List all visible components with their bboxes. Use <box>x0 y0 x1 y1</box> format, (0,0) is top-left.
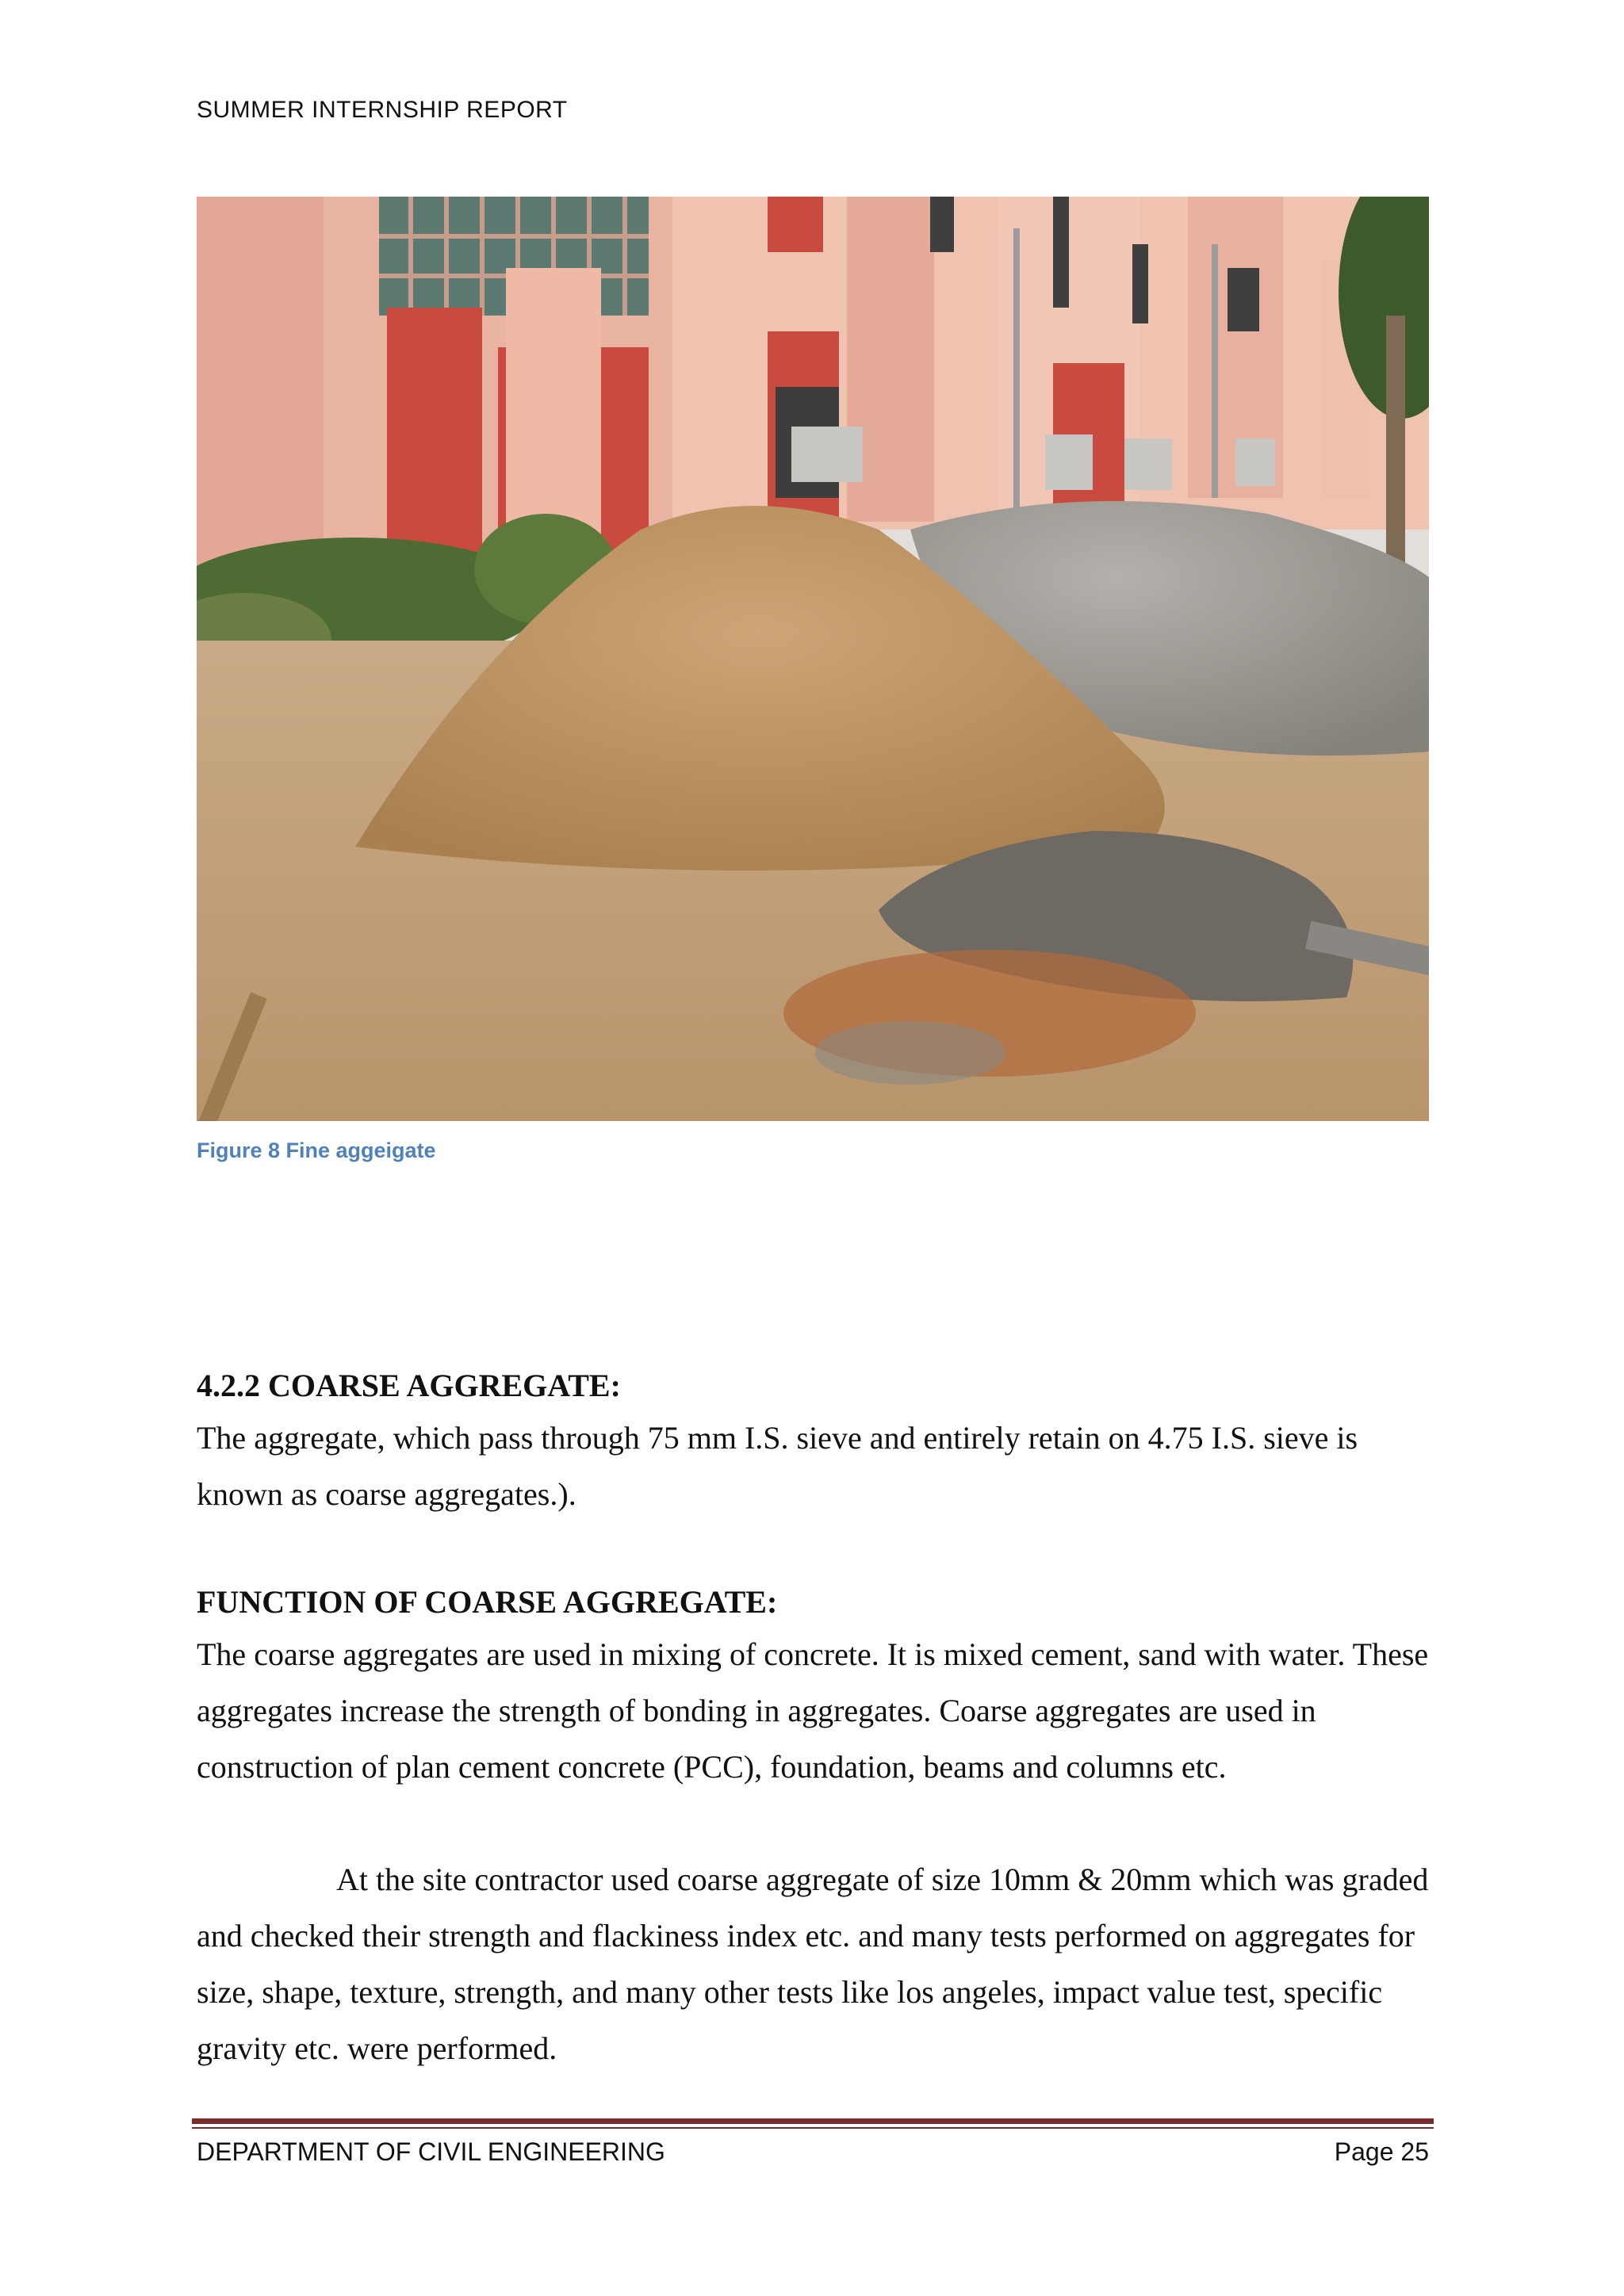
function-paragraph: The coarse aggregates are used in mixing of concrete. It is mixed cement, sand with water. These aggregates increase the strength of bonding in aggregates. Coarse aggregates are used in construction of plan cement concrete (PCC), foundation, beams and columns etc. <box>197 1636 1429 1785</box>
body-content <box>197 1362 1434 2076</box>
section-paragraph: The aggregate, which pass through 75 mm I.S. sieve and entirely retain on 4.75 I.S. sieve is known as coarse aggregates.). <box>197 1420 1358 1512</box>
site-paragraph: At the site contractor used coarse aggregate of size 10mm & 20mm which was graded and checked their strength and flackiness index etc. and many tests performed on aggregates for size, shape, texture, strength, and many other tests like los angeles, impact value test, specific gravity etc. were performed. <box>197 1862 1429 2066</box>
page-header: SUMMER INTERNSHIP REPORT <box>197 97 568 123</box>
figure-caption: Figure 8 Fine aggeigate <box>197 1138 436 1162</box>
section-heading: 4.2.2 COARSE AGGREGATE: <box>197 1368 621 1403</box>
footer-page-number: Page 25 <box>1334 2137 1429 2166</box>
site-photo <box>197 197 1429 1121</box>
footer-rule-thin <box>192 2127 1434 2129</box>
footer-department: DEPARTMENT OF CIVIL ENGINEERING <box>197 2137 665 2166</box>
function-heading: FUNCTION OF COARSE AGGREGATE: <box>197 1584 778 1620</box>
footer-rule-thick <box>192 2118 1434 2124</box>
